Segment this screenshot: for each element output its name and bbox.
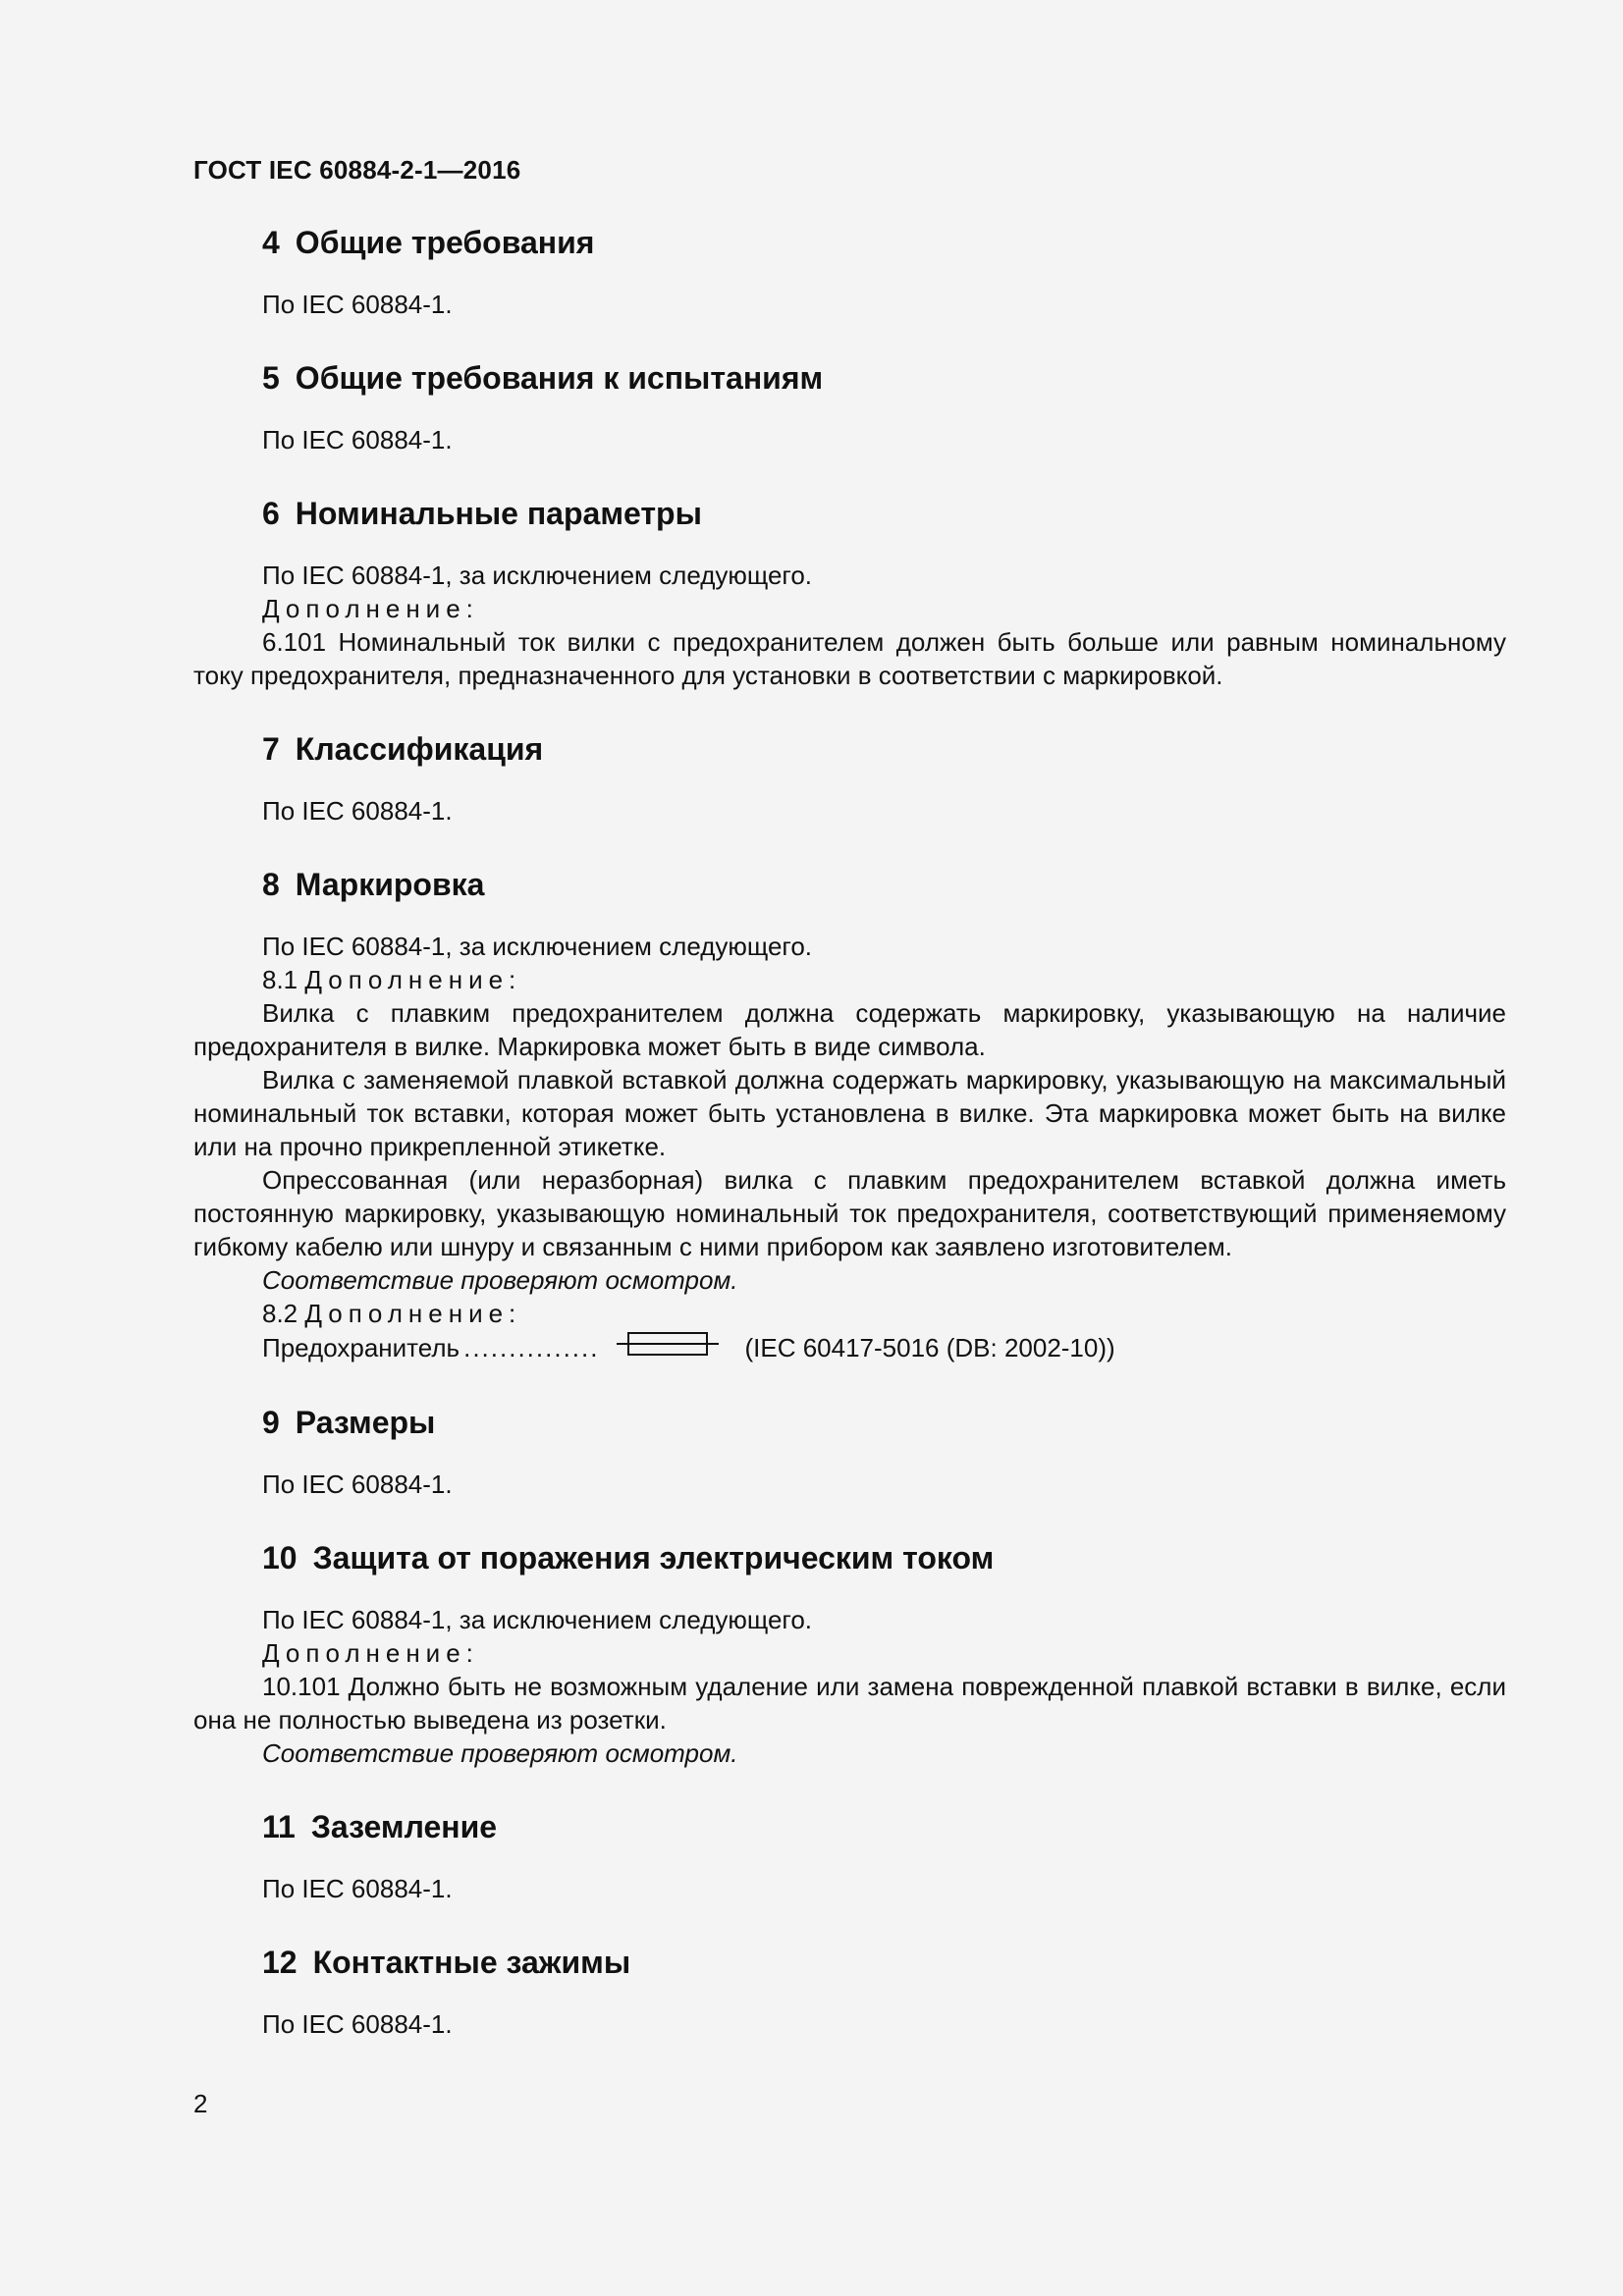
section-6-title — [262, 494, 1506, 533]
section-10-addendum-label: Дополнение: — [262, 1638, 479, 1668]
section-7-paragraph: По IEC 60884-1. — [262, 796, 453, 826]
section-5-paragraph: По IEC 60884-1. — [262, 425, 453, 454]
section-number: 6 — [262, 496, 280, 531]
addendum-label: Дополнение: — [304, 965, 522, 994]
section-11-title — [262, 1807, 1506, 1846]
section-title-text: Общие требования к испытаниям — [295, 360, 824, 396]
section-title-text: Заземление — [310, 1809, 498, 1844]
page-number: 2 — [193, 2089, 208, 2118]
section-11-paragraph: По IEC 60884-1. — [262, 1874, 453, 1903]
fuse-symbol-line — [262, 1330, 1506, 1365]
section-12-title — [262, 1943, 1506, 1982]
clause-number: 8.1 — [262, 965, 298, 994]
section-7-title — [262, 729, 1506, 769]
section-8-paragraph-3: Вилка с плавким предохранителем должна содержать маркировку, указывающую на наличие предохранителя в вилке. Маркировка может быть в виде символа. — [193, 998, 1506, 1061]
section-title-text: Размеры — [295, 1405, 436, 1440]
section-title-text: Номинальные параметры — [295, 496, 702, 531]
section-8-1-addendum — [193, 963, 1506, 996]
document-page — [193, 155, 1506, 2041]
section-number: 7 — [262, 731, 280, 767]
section-number: 9 — [262, 1405, 280, 1440]
section-4-paragraph: По IEC 60884-1. — [262, 290, 453, 319]
fuse-symbol-icon — [617, 1330, 719, 1365]
section-9-title — [262, 1403, 1506, 1442]
section-10-paragraph-10101: 10.101 Должно быть не возможным удаление или замена поврежденной плавкой вставки в вилке, если она не полностью выведена из розетки. — [193, 1672, 1506, 1735]
fuse-standard-reference: (IEC 60417-5016 (DB: 2002-10)) — [744, 1333, 1115, 1362]
section-8-compliance: Соответствие проверяют осмотром. — [262, 1265, 738, 1295]
section-8-paragraph-5: Опрессованная (или неразборная) вилка с плавким предохранителем вставкой должна иметь постоянную маркировку, указывающую номинальный ток предохранителя, соответствующий применяемому гибкому кабелю или шнуру и связанным с ними прибором как заявлено изготовителем. — [193, 1165, 1506, 1261]
section-number: 5 — [262, 360, 280, 396]
section-title-text: Классификация — [295, 731, 544, 767]
section-8-title — [262, 865, 1506, 904]
fuse-label: Предохранитель — [262, 1333, 460, 1362]
section-title-text: Защита от поражения электрическим током — [312, 1540, 995, 1575]
section-4-title — [262, 223, 1506, 262]
section-number: 4 — [262, 225, 280, 260]
section-6-addendum-label: Дополнение: — [262, 594, 479, 623]
section-number: 12 — [262, 1945, 298, 1980]
section-8-paragraph-1: По IEC 60884-1, за исключением следующего. — [262, 932, 813, 961]
section-title-text: Маркировка — [295, 867, 485, 902]
fuse-leader-dots: ............... — [463, 1333, 600, 1362]
section-6-paragraph-6101: 6.101 Номинальный ток вилки с предохранителем должен быть больше или равным номинальному току предохранителя, предназначенного для установки в соответствии с маркировкой. — [193, 627, 1506, 690]
section-6-paragraph-1: По IEC 60884-1, за исключением следующего. — [262, 561, 813, 590]
clause-number: 8.2 — [262, 1299, 298, 1328]
section-title-text: Контактные зажимы — [312, 1945, 631, 1980]
section-number: 11 — [262, 1809, 296, 1844]
section-9-paragraph: По IEC 60884-1. — [262, 1469, 453, 1499]
document-header: ГОСТ IEC 60884-2-1—2016 — [193, 155, 521, 185]
section-12-paragraph: По IEC 60884-1. — [262, 2009, 453, 2039]
section-number: 8 — [262, 867, 280, 902]
section-8-paragraph-4: Вилка с заменяемой плавкой вставкой должна содержать маркировку, указывающую на максимальный номинальный ток вставки, которая может быть установлена в вилке. Эта маркировка может быть на вилке или на прочно прикрепленной этикетке. — [193, 1065, 1506, 1161]
section-10-paragraph-1: По IEC 60884-1, за исключением следующего. — [262, 1605, 813, 1634]
section-10-compliance: Соответствие проверяют осмотром. — [262, 1738, 738, 1768]
section-title-text: Общие требования — [295, 225, 595, 260]
addendum-label: Дополнение: — [304, 1299, 522, 1328]
section-number: 10 — [262, 1540, 298, 1575]
section-8-2-addendum — [193, 1297, 1506, 1330]
section-5-title — [262, 358, 1506, 398]
section-10-title — [262, 1538, 1506, 1577]
